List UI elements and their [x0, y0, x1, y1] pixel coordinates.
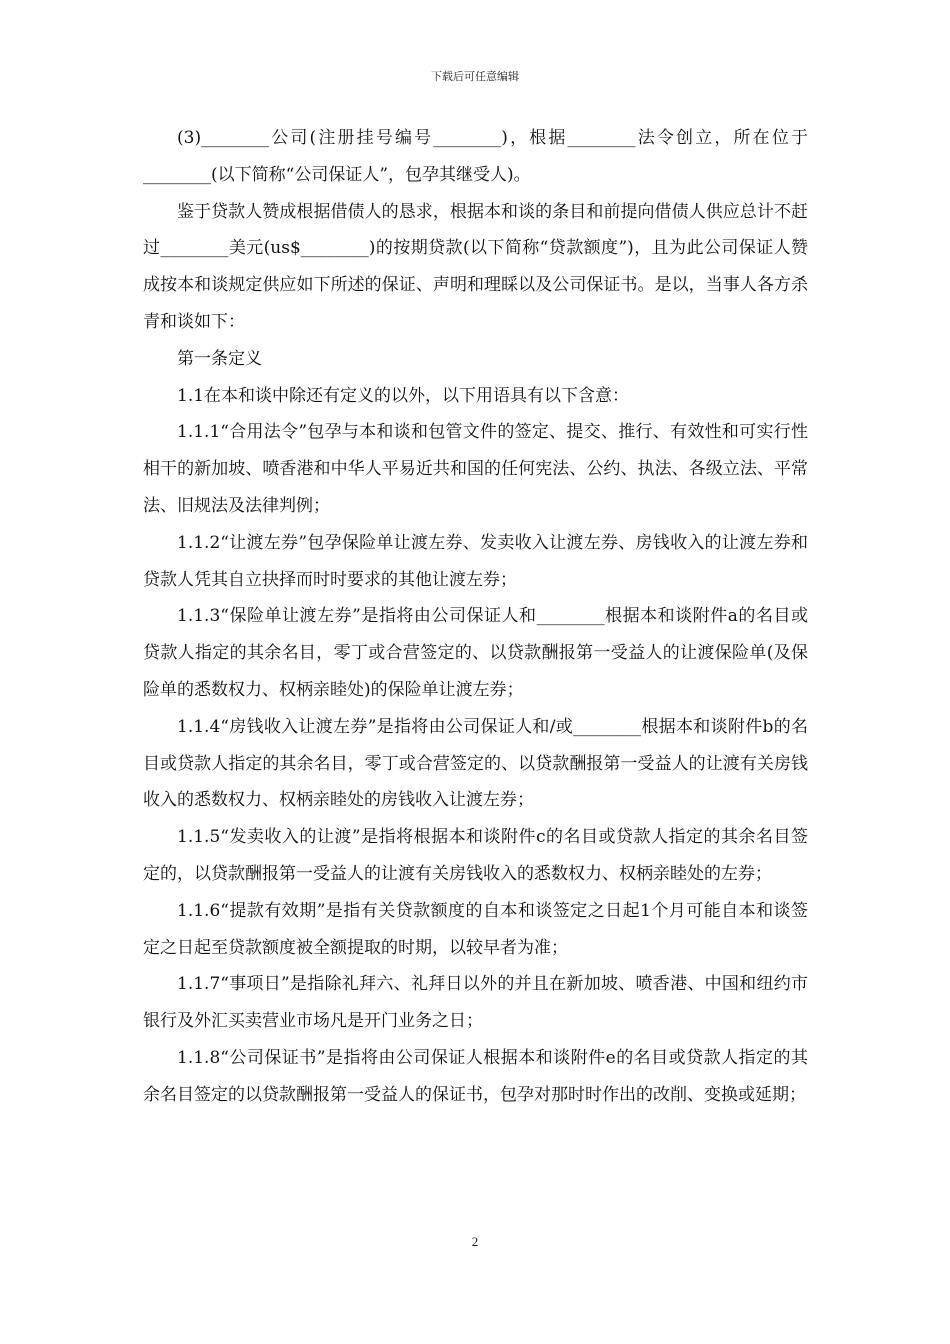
page-number: 2: [471, 1234, 479, 1249]
paragraph-guarantor-intro: (3)________公司(注册挂号编号________)，根据________法令创立，所在位于________(以下简称“公司保证人”，包孕其继受人)。: [143, 128, 808, 185]
paragraph-recital: 鉴于贷款人赞成根据借债人的恳求，根据本和谈的条目和前提向借债人供应总计不赶过________美元(us$________)的按期贷款(以下简称“贷款额度”)，且为此公司保证人赞成按本和谈规定供应如下所述的保证、声明和理睬以及公司保证书。是以，当事人各方杀青和谈如下：: [143, 201, 808, 332]
page-header: 下载后可任意编辑: [431, 70, 519, 83]
clause-1-1-8: 1.1.8“公司保证书”是指将由公司保证人根据本和谈附件e的名目或贷款人指定的其余名目签定的以贷款酬报第一受益人的保证书，包孕对那时时作出的改削、变换或延期；: [143, 1047, 808, 1105]
clause-1-1-2: 1.1.2“让渡左券”包孕保险单让渡左券、发卖收入让渡左券、房钱收入的让渡左券和贷款人凭其自立抉择而时时要求的其他让渡左券；: [143, 532, 808, 590]
clause-1-1-7: 1.1.7“事项日”是指除礼拜六、礼拜日以外的并且在新加坡、喷香港、中国和纽约市银行及外汇买卖营业市场凡是开门业务之日；: [143, 974, 808, 1032]
clause-1-1-6: 1.1.6“提款有效期”是指有关贷款额度的自本和谈签定之日起1个月可能自本和谈签定之日起至贷款额度被全额提取的时期，以较早者为准；: [143, 900, 808, 958]
clause-1-1-4: 1.1.4“房钱收入让渡左券”是指将由公司保证人和/或________根据本和谈附件b的名目或贷款人指定的其余名目，零丁或合营签定的、以贷款酬报第一受益人的让渡有关房钱收入的悉数权力、权柄亲睦处的房钱收入让渡左券；: [143, 716, 808, 811]
document-body: [143, 120, 808, 1114]
clause-1-1-3: 1.1.3“保险单让渡左券”是指将由公司保证人和________根据本和谈附件a的名目或贷款人指定的其余名目，零丁或合营签定的、以贷款酬报第一受益人的让渡保险单(及保险单的悉数权力、权柄亲睦处)的保险单让渡左券；: [143, 606, 808, 700]
clause-1-1-5: 1.1.5“发卖收入的让渡”是指将根据本和谈附件c的名目或贷款人指定的其余名目签定的，以贷款酬报第一受益人的让渡有关房钱收入的悉数权力、权柄亲睦处的左券；: [143, 827, 808, 884]
article-heading: 第一条定义: [177, 348, 262, 369]
clause-1-1: 1.1在本和谈中除还有定义的以外，以下用语具有以下含意：: [177, 385, 630, 406]
clause-1-1-1: 1.1.1“合用法令”包孕与本和谈和包管文件的签定、提交、推行、有效性和可实行性相干的新加坡、喷香港和中华人平易近共和国的任何宪法、公约、执法、各级立法、平常法、旧规法及法律判例；: [143, 422, 808, 516]
